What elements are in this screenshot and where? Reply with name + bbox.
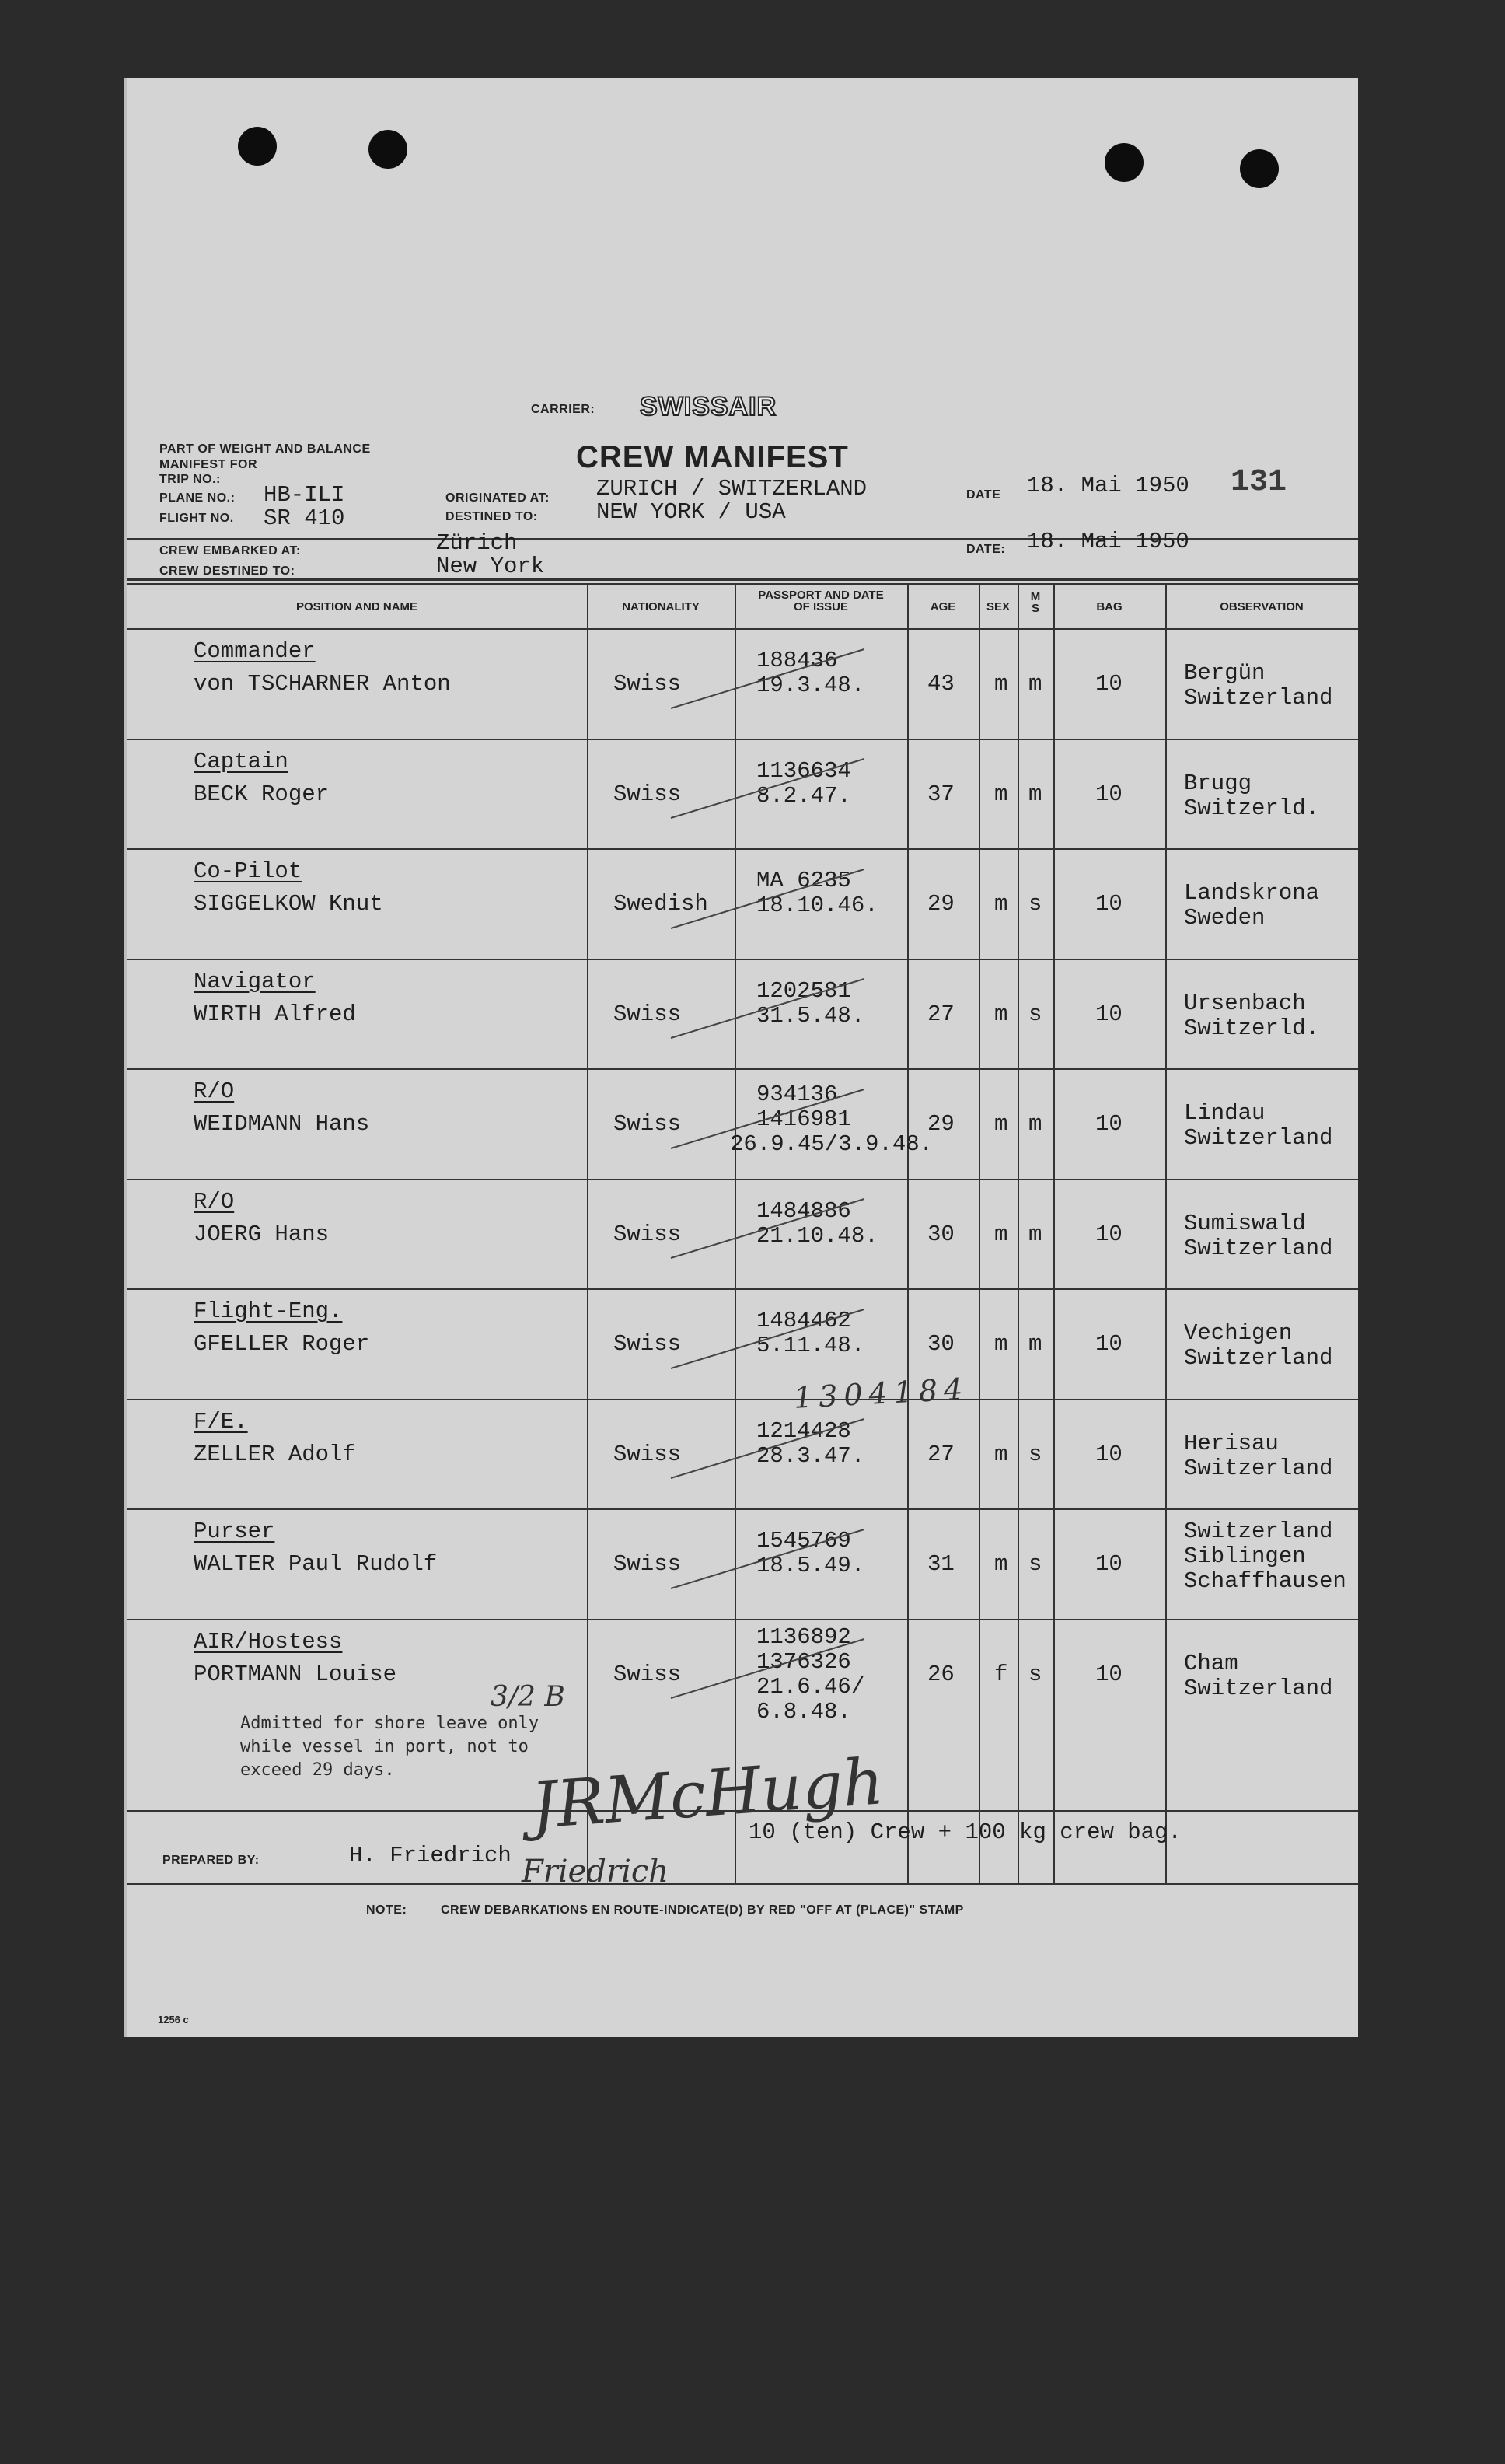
- crew-observation: Switzerland: [1184, 1125, 1333, 1151]
- crew-passport: 6.8.48.: [756, 1698, 851, 1725]
- crew-bag: 10: [1095, 671, 1123, 697]
- carrier-logo: SWISSAIR: [640, 392, 777, 421]
- bag-note: 10 (ten) Crew + 100 kg crew bag.: [749, 1819, 1182, 1845]
- crew-passport: 21.10.48.: [756, 1222, 878, 1249]
- crew-passport: 934136: [756, 1082, 838, 1107]
- crew-age: 31: [927, 1551, 955, 1577]
- column-header-passport: PASSPORT AND DATE OF ISSUE: [758, 589, 884, 613]
- document-title: CREW MANIFEST: [576, 440, 849, 474]
- column-header-ms: M S: [1030, 590, 1041, 615]
- crew-passport: 1545769: [756, 1528, 851, 1554]
- crew-passport: 1202581: [756, 977, 851, 1004]
- crew-observation: Lindau: [1184, 1100, 1266, 1126]
- crew-destined-value: New York: [436, 554, 545, 579]
- crew-position: Flight-Eng.: [194, 1298, 343, 1324]
- crew-age: 27: [927, 1441, 955, 1467]
- column-header-position: POSITION AND NAME: [295, 600, 418, 613]
- crew-marital-status: s: [1028, 1661, 1042, 1687]
- crew-name: SIGGELKOW Knut: [194, 891, 383, 917]
- crew-marital-status: m: [1028, 1111, 1042, 1137]
- admission-line-1: Admitted for shore leave only: [240, 1714, 539, 1733]
- crew-passport: 8.2.47.: [756, 782, 851, 809]
- admission-initials: 3/2 B: [491, 1681, 565, 1713]
- crew-bag: 10: [1095, 1111, 1123, 1137]
- crew-sex: m: [994, 1001, 1008, 1027]
- note-label: NOTE:: [366, 1903, 407, 1917]
- crew-observation: Switzerland: [1184, 1455, 1333, 1481]
- column-header-age: AGE: [930, 600, 956, 613]
- table-row: [127, 1288, 1358, 1399]
- crew-name: PORTMANN Louise: [194, 1661, 397, 1687]
- crew-passport: 1484886: [756, 1197, 851, 1224]
- crew-position: Purser: [194, 1519, 275, 1544]
- handwritten-number: 1304184: [793, 1372, 970, 1415]
- table-row: [127, 848, 1358, 959]
- crew-sex: m: [994, 1221, 1008, 1247]
- flight-no-value: SR 410: [264, 505, 345, 531]
- crew-position: Captain: [194, 748, 288, 774]
- crew-position: F/E.: [194, 1408, 248, 1435]
- crew-bag: 10: [1095, 1221, 1123, 1247]
- prepared-signature: Friedrich: [522, 1854, 669, 1889]
- originated-value: ZURICH / SWITZERLAND: [596, 476, 868, 502]
- crew-observation: Switzerland: [1184, 1235, 1333, 1261]
- column-header-observation: OBSERVATION: [1220, 600, 1304, 613]
- crew-marital-status: m: [1028, 781, 1042, 807]
- crew-observation: Switzerland: [1184, 1345, 1333, 1371]
- crew-passport: 19.3.48.: [756, 673, 865, 698]
- crew-observation: Schaffhausen: [1184, 1568, 1346, 1594]
- crew-age: 29: [927, 1111, 955, 1137]
- crew-observation: Switzerld.: [1184, 795, 1320, 821]
- crew-passport: 18.5.49.: [756, 1553, 865, 1578]
- crew-nationality: Swiss: [613, 1221, 682, 1247]
- crew-age: 29: [927, 891, 955, 917]
- column-header-bag: BAG: [1096, 600, 1123, 613]
- crew-passport: 1136892: [756, 1623, 851, 1650]
- crew-marital-status: m: [1028, 1331, 1042, 1357]
- crew-observation: Vechigen: [1184, 1320, 1293, 1346]
- crew-bag: 10: [1095, 1331, 1123, 1357]
- crew-marital-status: s: [1028, 1551, 1042, 1577]
- crew-bag: 10: [1095, 781, 1123, 807]
- stamp-number: 131: [1231, 465, 1287, 500]
- table-row: [127, 1508, 1358, 1619]
- manifest-for-label: PART OF WEIGHT AND BALANCE MANIFEST FOR: [159, 442, 371, 471]
- crew-position: Co-Pilot: [194, 858, 302, 884]
- table-top-border: [127, 578, 1358, 581]
- crew-observation: Switzerland: [1184, 1519, 1333, 1544]
- prepared-by-value: H. Friedrich: [349, 1843, 512, 1868]
- crew-observation: Switzerland: [1184, 1675, 1333, 1701]
- crew-sex: m: [994, 1441, 1008, 1467]
- crew-nationality: Swiss: [613, 1331, 682, 1357]
- crew-nationality: Swiss: [613, 1551, 682, 1577]
- flight-no-label: FLIGHT NO.: [159, 512, 234, 525]
- crew-passport: MA 6235: [756, 868, 851, 893]
- crew-name: JOERG Hans: [194, 1221, 330, 1247]
- crew-name: GFELLER Roger: [194, 1331, 370, 1357]
- table-row: [127, 1179, 1358, 1289]
- crew-passport: 1376326: [756, 1648, 851, 1675]
- crew-passport: 31.5.48.: [756, 1002, 865, 1029]
- crew-name: WIRTH Alfred: [194, 1001, 356, 1027]
- crew-position: R/O: [194, 1188, 235, 1215]
- carrier-label: CARRIER:: [531, 403, 595, 416]
- crew-nationality: Swiss: [613, 1661, 682, 1687]
- crew-age: 26: [927, 1661, 955, 1687]
- crew-nationality: Swiss: [613, 1001, 682, 1027]
- punch-hole-icon: [1105, 143, 1144, 182]
- date2-value: 18. Mai 1950: [1027, 529, 1189, 554]
- destined-label: DESTINED TO:: [445, 510, 538, 523]
- admission-line-2: while vessel in port, not to: [240, 1737, 529, 1756]
- crew-observation: Bergün: [1184, 660, 1266, 686]
- date-label: DATE: [966, 488, 1001, 502]
- admission-stamp: [240, 1712, 539, 1782]
- crew-passport: 18.10.46.: [756, 893, 878, 918]
- destined-value: NEW YORK / USA: [596, 499, 786, 525]
- crew-age: 30: [927, 1331, 955, 1357]
- table-bottom-border: [127, 1883, 1358, 1885]
- crew-sex: m: [994, 891, 1008, 917]
- crew-observation: Landskrona: [1184, 880, 1320, 906]
- crew-observation: Cham: [1184, 1650, 1238, 1676]
- crew-nationality: Swiss: [613, 781, 682, 807]
- crew-passport: 21.6.46/: [756, 1673, 865, 1700]
- crew-passport: 1416981: [756, 1106, 851, 1132]
- crew-position: R/O: [194, 1078, 235, 1104]
- crew-sex: m: [994, 1331, 1008, 1357]
- punch-hole-icon: [238, 127, 277, 166]
- crew-passport: 1484462: [756, 1308, 851, 1333]
- crew-passport: 1214428: [756, 1417, 851, 1444]
- crew-nationality: Swiss: [613, 1111, 682, 1137]
- crew-marital-status: m: [1028, 1221, 1042, 1247]
- table-row: [127, 959, 1358, 1069]
- column-header-sex: SEX: [986, 600, 1010, 613]
- crew-observation: Ursenbach: [1184, 990, 1306, 1016]
- prepared-by-label: PREPARED BY:: [162, 1854, 260, 1867]
- originated-label: ORIGINATED AT:: [445, 491, 550, 505]
- date-value: 18. Mai 1950: [1027, 473, 1189, 498]
- crew-name: WEIDMANN Hans: [194, 1111, 370, 1137]
- crew-position: Commander: [194, 638, 316, 664]
- crew-passport: 188436: [756, 648, 838, 673]
- date2-label: DATE:: [966, 543, 1006, 556]
- crew-passport: 26.9.45/3.9.48.: [730, 1131, 934, 1157]
- crew-sex: m: [994, 1111, 1008, 1137]
- crew-observation: Herisau: [1184, 1430, 1279, 1456]
- crew-marital-status: s: [1028, 1441, 1042, 1467]
- crew-observation: Switzerland: [1184, 685, 1333, 711]
- note-text: CREW DEBARKATIONS EN ROUTE-INDICATE(D) BY RED "OFF AT (PLACE)" STAMP: [441, 1903, 964, 1917]
- crew-marital-status: s: [1028, 891, 1042, 917]
- crew-position: AIR/Hostess: [194, 1628, 343, 1655]
- crew-name: BECK Roger: [194, 781, 330, 807]
- table-row: [127, 628, 1358, 739]
- crew-observation: Siblingen: [1184, 1543, 1306, 1569]
- plane-no-value: HB-ILI: [264, 482, 345, 508]
- punch-hole-icon: [368, 130, 407, 169]
- crew-passport: 5.11.48.: [756, 1333, 865, 1358]
- table-top-border: [127, 583, 1358, 585]
- crew-observation: Sweden: [1184, 905, 1266, 931]
- crew-sex: m: [994, 781, 1008, 807]
- crew-nationality: Swedish: [613, 891, 708, 917]
- crew-observation: Sumiswald: [1184, 1210, 1306, 1236]
- crew-position: Navigator: [194, 968, 316, 994]
- crew-nationality: Swiss: [613, 671, 682, 697]
- embarked-value: Zürich: [436, 530, 518, 556]
- crew-bag: 10: [1095, 891, 1123, 917]
- table-row: [127, 1068, 1358, 1179]
- punch-hole-icon: [1240, 149, 1279, 188]
- crew-marital-status: s: [1028, 1001, 1042, 1027]
- trip-no-label: TRIP NO.:: [159, 473, 221, 486]
- crew-age: 37: [927, 781, 955, 807]
- admission-line-3: exceed 29 days.: [240, 1760, 395, 1780]
- table-row: [127, 1399, 1358, 1509]
- crew-observation: Brugg: [1184, 770, 1252, 796]
- crew-bag: 10: [1095, 1001, 1123, 1027]
- crew-passport: 28.3.47.: [756, 1442, 865, 1469]
- crew-destined-label: CREW DESTINED TO:: [159, 564, 295, 578]
- table-row: [127, 739, 1358, 849]
- crew-bag: 10: [1095, 1551, 1123, 1577]
- crew-age: 27: [927, 1001, 955, 1027]
- crew-name: WALTER Paul Rudolf: [194, 1551, 438, 1577]
- crew-age: 43: [927, 671, 955, 697]
- plane-no-label: PLANE NO.:: [159, 491, 236, 505]
- crew-name: ZELLER Adolf: [194, 1441, 356, 1467]
- embarked-label: CREW EMBARKED AT:: [159, 544, 301, 557]
- crew-sex: m: [994, 671, 1008, 697]
- form-number: 1256 c: [158, 2014, 189, 2025]
- crew-age: 30: [927, 1221, 955, 1247]
- crew-name: von TSCHARNER Anton: [194, 671, 451, 697]
- manifest-paper: [124, 78, 1358, 2037]
- crew-sex: m: [994, 1551, 1008, 1577]
- crew-sex: f: [994, 1661, 1008, 1687]
- crew-marital-status: m: [1028, 671, 1042, 697]
- inspector-signature: JRMcHugh: [529, 1745, 886, 1844]
- crew-bag: 10: [1095, 1441, 1123, 1467]
- crew-observation: Switzerld.: [1184, 1015, 1320, 1041]
- crew-passport: 1136634: [756, 757, 851, 784]
- crew-bag: 10: [1095, 1661, 1123, 1687]
- column-header-nationality: NATIONALITY: [622, 600, 700, 613]
- crew-nationality: Swiss: [613, 1441, 682, 1467]
